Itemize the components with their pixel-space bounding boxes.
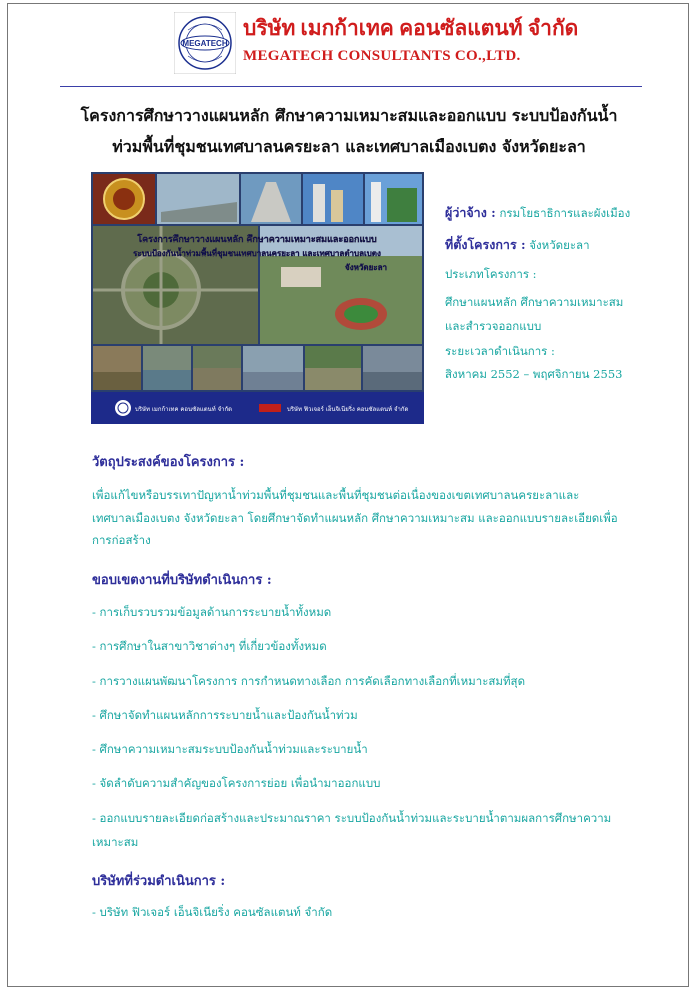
period-label: ระยะเวลาดำเนินการ : bbox=[445, 344, 555, 358]
client-row bbox=[445, 203, 630, 223]
scope-heading: ขอบเขตงานที่บริษัทดำเนินการ : bbox=[92, 573, 272, 588]
scope-item: - จัดลำดับความสำคัญของโครงการย่อย เพื่อนำมาออกแบบ bbox=[92, 776, 381, 790]
photo-footer-right: บริษัท ฟิวเจอร์ เอ็นจิเนียริ่ง คอนซัลแตนท์ จำกัด bbox=[287, 406, 409, 413]
objective-line-1: เพื่อแก้ไขหรือบรรเทาปัญหาน้ำท่วมพื้นที่ชุมชนและพื้นที่ชุมชนต่อเนื่องของเขตเทศบาลนครยะลาและ bbox=[92, 488, 580, 502]
scope-item: - ออกแบบรายละเอียดก่อสร้างและประมาณราคา ระบบป้องกันน้ำท่วมและระบายน้ำตามผลการศึกษาความ bbox=[92, 811, 612, 825]
partner-heading: บริษัทที่ร่วมดำเนินการ : bbox=[92, 874, 226, 889]
photo-overlay-line-3: จังหวัดยะลา bbox=[345, 263, 387, 272]
logo-text: MEGATECH bbox=[182, 39, 228, 48]
location-row bbox=[445, 235, 590, 255]
type-value-line-2: และสำรวจออกแบบ bbox=[445, 319, 542, 333]
location-label: ที่ตั้งโครงการ : bbox=[445, 237, 526, 252]
client-value: กรมโยธาธิการและผังเมือง bbox=[499, 206, 631, 220]
company-name-en: MEGATECH CONSULTANTS CO.,LTD. bbox=[243, 48, 521, 64]
project-photo-collage bbox=[91, 172, 424, 424]
photo-overlay-line-1: โครงการศึกษาวางแผนหลัก ศึกษาความเหมาะสมและออกแบบ bbox=[137, 235, 377, 245]
objective-heading: วัตถุประสงค์ของโครงการ : bbox=[92, 455, 245, 470]
type-value-line-1: ศึกษาแผนหลัก ศึกษาความเหมาะสม bbox=[445, 295, 624, 309]
header-divider bbox=[60, 86, 642, 87]
client-label: ผู้ว่าจ้าง : bbox=[445, 205, 496, 220]
scope-item: - การศึกษาในสาขาวิชาต่างๆ ที่เกี่ยวข้องทั้งหมด bbox=[92, 639, 327, 653]
photo-overlay-line-2: ระบบป้องกันน้ำท่วมพื้นที่ชุมชนเทศบาลนครยะลา และเทศบาลตำบลเบตง bbox=[133, 249, 381, 258]
period-value: สิงหาคม 2552 – พฤศจิกายน 2553 bbox=[445, 367, 623, 381]
project-title-line-2: ท่วมพื้นที่ชุมชนเทศบาลนครยะลา และเทศบาลเมืองเบตง จังหวัดยะลา bbox=[112, 137, 586, 156]
photo-footer-left: บริษัท เมกก้าเทค คอนซัลแตนท์ จำกัด bbox=[135, 406, 233, 413]
type-label: ประเภทโครงการ : bbox=[445, 267, 537, 281]
scope-item: เหมาะสม bbox=[92, 835, 139, 849]
scope-item: - การวางแผนพัฒนาโครงการ การกำหนดทางเลือก การคัดเลือกทางเลือกที่เหมาะสมที่สุด bbox=[92, 674, 526, 688]
project-title-line-1: โครงการศึกษาวางแผนหลัก ศึกษาความเหมาะสมและออกแบบ ระบบป้องกันน้ำ bbox=[80, 106, 618, 125]
scope-item: - ศึกษาจัดทำแผนหลักการระบายน้ำและป้องกันน้ำท่วม bbox=[92, 708, 358, 722]
objective-line-3: การก่อสร้าง bbox=[92, 533, 151, 547]
location-value: จังหวัดยะลา bbox=[529, 238, 590, 252]
objective-line-2: เทศบาลเมืองเบตง จังหวัดยะลา โดยศึกษาจัดทำแผนหลัก ศึกษาความเหมาะสม และออกแบบรายละเอียดเพื่อ bbox=[92, 511, 618, 525]
partner-item: - บริษัท ฟิวเจอร์ เอ็นจิเนียริ่ง คอนซัลแตนท์ จำกัด bbox=[92, 905, 333, 919]
scope-item: - การเก็บรวบรวมข้อมูลด้านการระบายน้ำทั้งหมด bbox=[92, 605, 332, 619]
company-logo bbox=[174, 12, 236, 74]
scope-item: - ศึกษาความเหมาะสมระบบป้องกันน้ำท่วมและระบายน้ำ bbox=[92, 742, 368, 756]
company-name-th: บริษัท เมกก้าเทค คอนซัลแตนท์ จำกัด bbox=[243, 16, 579, 40]
